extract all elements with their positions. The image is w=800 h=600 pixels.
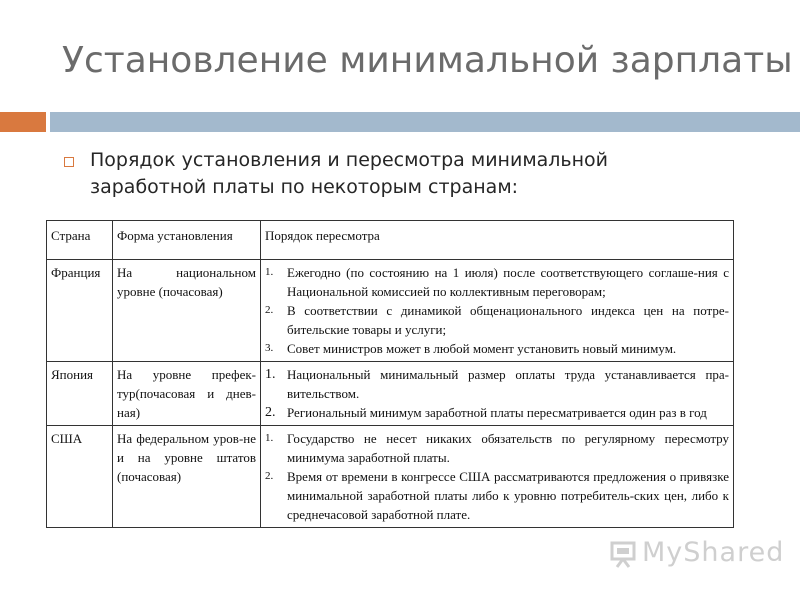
item-number: 1. (265, 432, 274, 444)
procedure-list (265, 429, 729, 524)
square-bullet-icon (64, 157, 74, 167)
presentation-board-icon (608, 539, 638, 569)
list-item (265, 467, 729, 524)
item-number: 1. (265, 266, 274, 278)
country-cell: США (47, 426, 113, 528)
item-text: В соответствии с динамикой общенационального индекса цен на потре-бительские товары и услуги; (287, 303, 729, 337)
bullet-text: Порядок установления и пересмотра минимальной заработной платы по некоторым странам: (90, 149, 609, 198)
item-text: Совет министров может в любой момент установить новый минимум. (287, 341, 677, 356)
procedure-list (265, 263, 729, 358)
table-row (47, 362, 734, 426)
watermark-text: MyShared (642, 537, 785, 568)
table-row (47, 426, 734, 528)
procedure-list (265, 365, 729, 422)
item-number: 3. (265, 342, 274, 354)
item-text: Ежегодно (по состоянию на 1 июля) после соответствующего соглаше-ния с Национальной комиссией по коллективным переговорам; (287, 265, 729, 299)
form-cell: На федеральном уров-не и на уровне штатов (почасовая) (113, 426, 261, 528)
procedure-cell (261, 260, 734, 362)
list-item (265, 429, 729, 467)
item-text: Национальный минимальный размер оплаты труда устанавливается пра-вительством. (287, 367, 729, 401)
header-procedure: Порядок пересмотра (261, 221, 734, 260)
list-item (265, 365, 729, 403)
item-text: Время от времени в конгрессе США рассматриваются предложения о привязке минимальной заработной платы либо к уровню потребитель-ских цен, либо к среднечасовой заработной плате. (287, 469, 729, 522)
item-text: Государство не несет никаких обязательств по регулярному пересмотру минимума заработной платы. (287, 431, 729, 465)
header-country: Страна (47, 221, 113, 260)
item-number: 2. (265, 304, 274, 316)
accent-bar-blue (50, 112, 800, 132)
minimum-wage-table (46, 220, 734, 528)
list-item (265, 301, 729, 339)
table-row (47, 260, 734, 362)
country-cell: Франция (47, 260, 113, 362)
header-form: Форма установления (113, 221, 261, 260)
country-cell: Япония (47, 362, 113, 426)
item-number: 1. (265, 367, 276, 382)
list-item (265, 263, 729, 301)
slide-title: Установление минимальной зарплаты (62, 40, 793, 81)
accent-bar-orange (0, 112, 46, 132)
table-header-row (47, 221, 734, 260)
item-number: 2. (265, 470, 274, 482)
procedure-cell (261, 362, 734, 426)
form-cell: На национальном уровне (почасовая) (113, 260, 261, 362)
procedure-cell (261, 426, 734, 528)
watermark-logo (608, 537, 785, 573)
item-text: Региональный минимум заработной платы пересматривается один раз в год (287, 405, 707, 420)
list-item (265, 403, 729, 422)
form-cell: На уровне префек-тур(почасовая и днев-ная) (113, 362, 261, 426)
item-number: 2. (265, 405, 276, 420)
list-item (265, 339, 729, 358)
